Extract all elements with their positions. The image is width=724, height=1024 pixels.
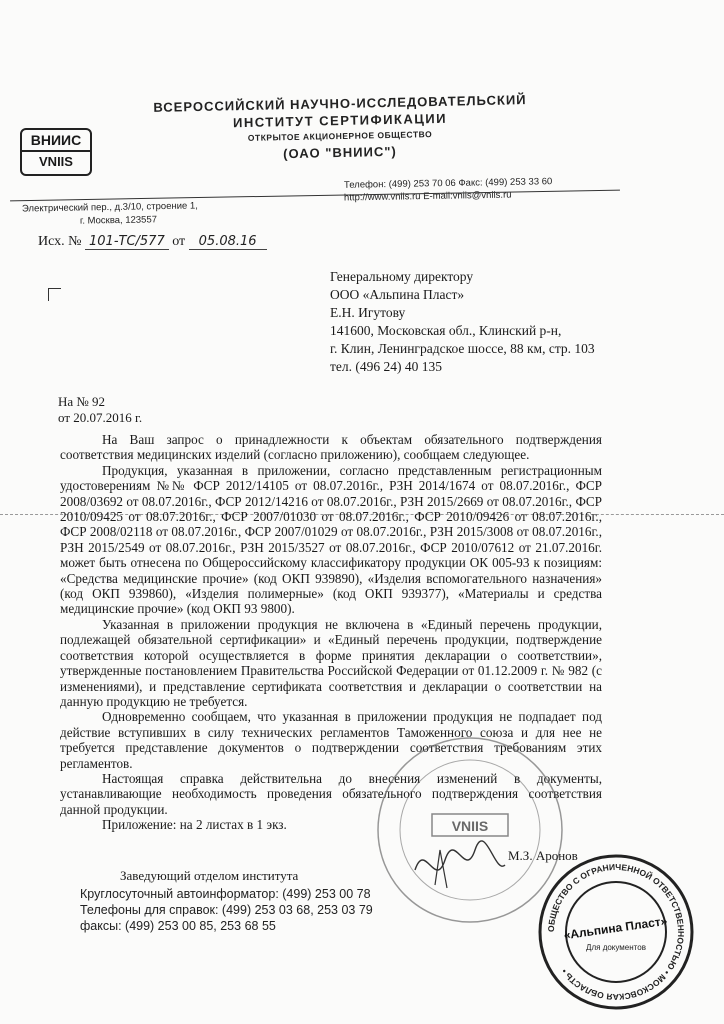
out-number: 101-ТС/577 <box>85 234 169 250</box>
recipient-line6: тел. (496 24) 40 135 <box>330 359 442 374</box>
incoming-date: от 20.07.2016 г. <box>58 410 143 425</box>
company-stamp-name: «Альпина Пласт» <box>562 913 669 943</box>
from-label: от <box>172 234 186 249</box>
institute-name-line1: ВСЕРОССИЙСКИЙ НАУЧНО-ИССЛЕДОВАТЕЛЬСКИЙ <box>153 92 527 115</box>
recipient-line5: г. Клин, Ленинградское шоссе, 88 км, стр. 103 <box>330 341 595 356</box>
paragraph-classification: Продукция, указанная в приложении, согласно представленным регистрационным удостоверениям №№ ФСР 2012/14105 от 08.07.2016г., РЗН 2014/1674 от 08.07.2016г., ФСР 2008/03692 от 08.07.2016г., ФСР 2012/14216 от 08.07.2016г., РЗН 2015/2669 от 08.07.2016г., ФСР 2010/09425 от 08.07.2016г., ФСР 2007/01030 от 08.07.2016г., ФСР 2010/09426 от 08.07.2016г., ФСР 2008/02118 от 08.07.2016г., ФСР 2007/01029 от 08.07.2016г., РЗН 2015/3008 от 08.07.2016г., РЗН 2015/2549 от 08.07.2016г., РЗН 2015/3527 от 08.07.2016г., ФСР 2010/07612 от 21.07.2016г. может быть отнесена по Общероссийскому классификатору продукции ОК 005-93 к позициям: «Средства медицинские прочие» (код ОКП 939890), «Изделия вспомогательного назначения» (код ОКП 939860), «Изделия полимерные» (код ОКП 939377), «Материалы и средства медицинские прочие» (код ОКП 93 9800). <box>60 462 602 617</box>
footer-line2: Телефоны для справок: (499) 253 03 68, 253 03 79 <box>80 903 373 917</box>
logo-top-text: ВНИИС <box>22 130 90 152</box>
recipient-line4: 141600, Московская обл., Клинский р-н, <box>330 323 562 338</box>
incoming-reference <box>58 394 142 426</box>
footer-line3: факсы: (499) 253 00 85, 253 68 55 <box>80 919 276 933</box>
logo-bottom-text: VNIIS <box>39 154 73 169</box>
out-date: 05.08.16 <box>189 234 267 250</box>
signature-mark <box>405 830 515 900</box>
company-stamp-sub: Для документов <box>586 943 646 952</box>
signature-name: М.З. Аронов <box>508 848 578 863</box>
attachment-note: Приложение: на 2 листах в 1 экз. <box>102 817 287 833</box>
outgoing-reference <box>38 234 267 250</box>
incoming-number: На № 92 <box>58 394 106 409</box>
contacts-line1: Телефон: (499) 253 70 06 Факс: (499) 253 33 60 <box>343 176 553 191</box>
paragraph-request: На Ваш запрос о принадлежности к объектам обязательного подтверждения соответствия медицинских изделий (согласно приложению), сообщаем следующее. <box>60 432 602 463</box>
address-line2: г. Москва, 123557 <box>79 214 158 227</box>
contacts-line2: http://www.vniis.ru E-mail:vniis@vniis.ru <box>343 189 512 204</box>
paragraph-not-included: Указанная в приложении продукция не включена в «Единый перечень продукции, подлежащей обязательной сертификации» и «Единый перечень продукции, подтверждение соответствия которой осуществляется в форме принятия декларации о соответствии», утвержденные постановлением Правительства Российской Федерации от 01.12.2009 г. № 982 (с изменениями), и представление сертификата соответствия и декларации о соответствии на данную продукцию не требуется. <box>60 616 602 709</box>
company-stamp-ring-text: ОБЩЕСТВО С ОГРАНИЧЕННОЙ ОТВЕТСТВЕННОСТЬЮ • МОСКОВСКАЯ ОБЛАСТЬ • <box>545 861 687 1003</box>
recipient-block <box>330 268 595 376</box>
signature-position: Заведующий отделом института <box>120 868 299 883</box>
company-stamp <box>536 852 696 1012</box>
company-name: (ОАО "ВНИИС") <box>283 143 397 162</box>
paragraph-regulations: Одновременно сообщаем, что указанная в приложении продукция не подпадает под действие вступивших в силу технических регламентов Таможенного союза и для нее не требуется представление документов о подтверждении соответствия требованиям этих регламентов. <box>60 709 602 771</box>
footer-contacts <box>80 886 373 934</box>
paragraph-validity: Настоящая справка действительна до внесения изменений в документы, устанавливающие необходимость проведения обязательного подтверждения соответствия данной продукции. <box>60 770 602 817</box>
institute-name-line2: ИНСТИТУТ СЕРТИФИКАЦИИ <box>232 110 448 131</box>
recipient-line2: ООО «Альпина Пласт» <box>330 287 465 302</box>
address-bracket <box>48 288 61 301</box>
address-line1: Электрический пер., д.3/10, строение 1, <box>21 200 198 215</box>
recipient-line3: Е.Н. Игутову <box>330 305 406 320</box>
out-label: Исх. № <box>38 234 82 249</box>
vniis-logo <box>20 128 92 176</box>
footer-line1: Круглосуточный автоинформатор: (499) 253 00 78 <box>80 887 371 901</box>
company-type: ОТКРЫТОЕ АКЦИОНЕРНОЕ ОБЩЕСТВО <box>247 129 433 143</box>
header-divider <box>10 190 620 202</box>
recipient-line1: Генеральному директору <box>330 269 474 284</box>
vniis-stamp-text: VNIIS <box>451 818 489 834</box>
